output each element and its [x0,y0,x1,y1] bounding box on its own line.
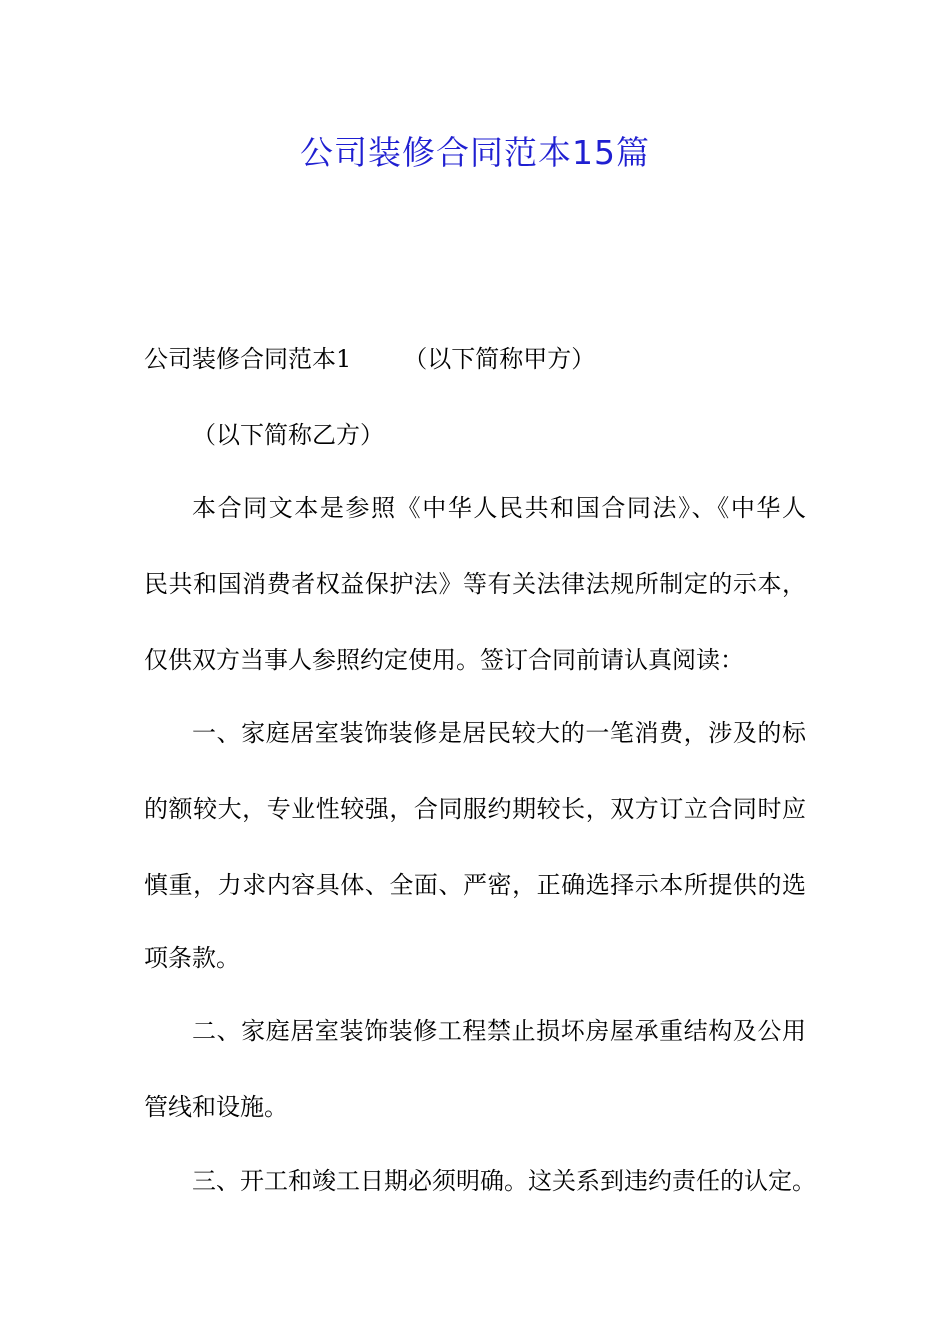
contract-heading: 公司装修合同范本1 [144,345,352,373]
paragraph-4-line-1: 三、开工和竣工日期必须明确。这关系到违约责任的认定。 [192,1167,816,1195]
paragraph-3-line-1: 二、家庭居室装饰装修工程禁止损坏房屋承重结构及公用 [192,1017,806,1045]
party-b-label: （以下简称乙方） [192,421,384,449]
party-a-label: （以下简称甲方） [403,345,596,373]
heading-line [144,344,595,374]
paragraph-2-line-1: 一、家庭居室装饰装修是居民较大的一笔消费，涉及的标 [192,719,806,747]
paragraph-1-line-2: 民共和国消费者权益保护法》等有关法律法规所制定的示本， [144,570,806,598]
paragraph-2-line-2: 的额较大，专业性较强，合同服约期较长，双方订立合同时应 [144,795,806,823]
document-title: 公司装修合同范本15篇 [300,133,650,172]
paragraph-2-line-3: 慎重，力求内容具体、全面、严密，正确选择示本所提供的选 [144,871,806,899]
paragraph-1-line-3: 仅供双方当事人参照约定使用。签订合同前请认真阅读： [144,646,744,674]
paragraph-1-line-1: 本合同文本是参照《中华人民共和国合同法》、《中华人 [192,494,806,522]
paragraph-2-line-4: 项条款。 [144,944,240,972]
paragraph-3-line-2: 管线和设施。 [144,1093,288,1121]
